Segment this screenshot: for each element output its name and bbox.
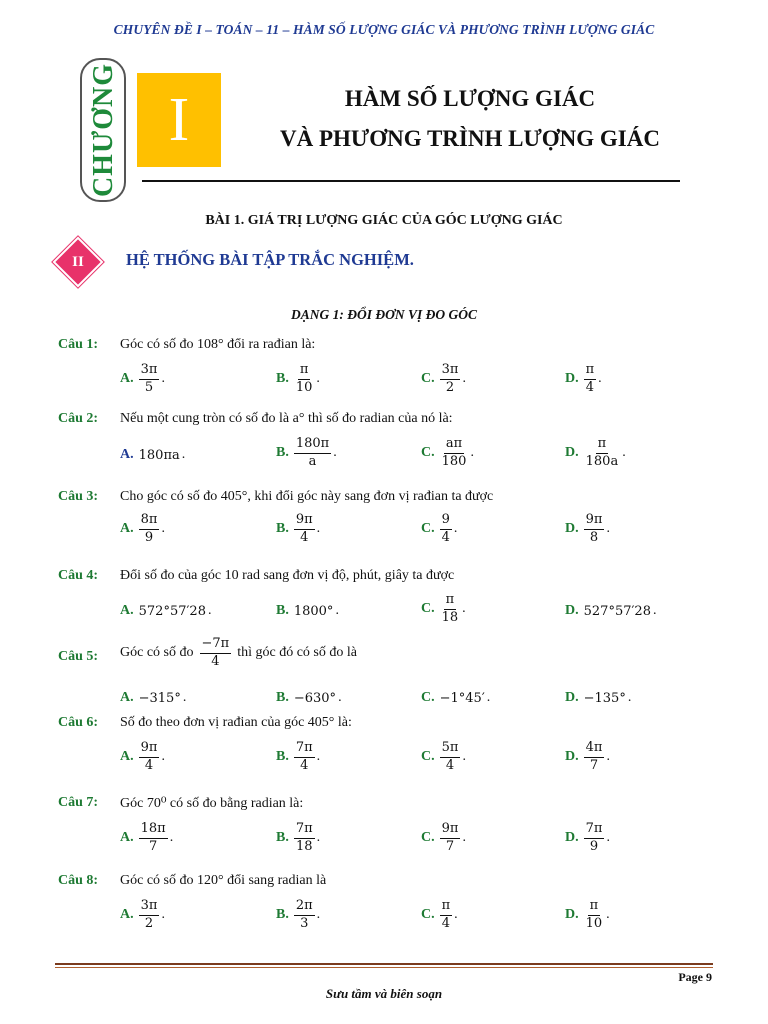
question-label: Câu 5: bbox=[58, 649, 99, 664]
fraction-numerator: 5π bbox=[440, 741, 461, 758]
fraction-numerator: π bbox=[588, 899, 601, 916]
answer-option[interactable] bbox=[276, 741, 320, 774]
fraction-numerator: 7π bbox=[294, 822, 315, 839]
option-period: . bbox=[606, 749, 610, 765]
chapter-label: CHƯƠNG bbox=[88, 62, 119, 198]
fraction-denominator: 8 bbox=[589, 529, 599, 545]
answer-option[interactable] bbox=[421, 822, 466, 855]
document-header: CHUYÊN ĐỀ I – TOÁN – 11 – HÀM SỐ LƯỢNG GIÁC VÀ PHƯƠNG TRÌNH LƯỢNG GIÁC bbox=[113, 22, 655, 37]
option-fraction bbox=[440, 363, 461, 396]
option-letter: D. bbox=[565, 371, 579, 387]
option-letter: C. bbox=[421, 521, 435, 537]
option-period: . bbox=[453, 521, 458, 537]
fraction-numerator: π bbox=[596, 437, 609, 454]
fraction-numerator: 4π bbox=[584, 741, 605, 758]
footer-credit: Sưu tầm và biên soạn bbox=[325, 986, 443, 1001]
question-text: Góc có số đo 120° đổi sang radian là bbox=[120, 873, 327, 888]
option-letter: A. bbox=[120, 830, 134, 846]
option-letter: B. bbox=[276, 690, 289, 705]
question-label: Câu 6: bbox=[58, 715, 99, 730]
option-value: −135° bbox=[583, 690, 626, 706]
fraction-denominator: 4 bbox=[211, 653, 220, 669]
option-period: . bbox=[161, 521, 165, 537]
option-fraction bbox=[440, 437, 469, 470]
option-letter: A. bbox=[120, 749, 134, 765]
fraction-denominator: 3 bbox=[300, 915, 309, 931]
option-period: . bbox=[462, 601, 466, 617]
option-period: . bbox=[316, 749, 321, 765]
option-period: . bbox=[161, 371, 165, 387]
lesson-title: BÀI 1. GIÁ TRỊ LƯỢNG GIÁC CỦA GÓC LƯỢNG GIÁC bbox=[205, 213, 563, 228]
option-fraction bbox=[584, 899, 605, 932]
option-letter: D. bbox=[565, 521, 579, 537]
question-label: Câu 1: bbox=[58, 337, 99, 352]
option-fraction bbox=[294, 822, 315, 855]
fraction-denominator: 5 bbox=[144, 379, 154, 395]
question-text: Nếu một cung tròn có số đo là a° thì số đo radian của nó là: bbox=[120, 411, 453, 426]
option-period: . bbox=[606, 521, 610, 537]
option-fraction bbox=[440, 513, 452, 546]
option-letter: C. bbox=[421, 371, 435, 387]
option-fraction bbox=[440, 741, 461, 774]
fraction-denominator: 180 bbox=[441, 453, 467, 469]
chapter-number: I bbox=[168, 86, 190, 154]
fraction-numerator: 9π bbox=[139, 741, 160, 758]
option-period: . bbox=[598, 371, 602, 387]
option-letter: D. bbox=[565, 603, 579, 618]
fraction-denominator: 9 bbox=[589, 838, 599, 854]
option-period: . bbox=[462, 371, 466, 387]
fraction-denominator: 4 bbox=[585, 379, 595, 395]
answer-option[interactable] bbox=[565, 741, 610, 774]
title-divider bbox=[142, 180, 680, 182]
fraction-numerator: 9π bbox=[440, 822, 461, 839]
option-fraction bbox=[584, 437, 621, 470]
option-letter: B. bbox=[276, 907, 289, 923]
question-text: Góc có số đo 108° đổi ra rađian là: bbox=[120, 337, 316, 352]
fraction-numerator: 3π bbox=[139, 363, 160, 380]
option-fraction bbox=[294, 437, 331, 470]
answer-option[interactable] bbox=[120, 822, 173, 855]
fraction-denominator: 7 bbox=[589, 757, 599, 773]
answer-option[interactable] bbox=[421, 690, 490, 706]
option-value: −1°45′ bbox=[439, 690, 485, 706]
option-period: . bbox=[181, 447, 186, 462]
option-value: 572°57′28 bbox=[138, 603, 206, 619]
option-period: . bbox=[316, 521, 321, 537]
fraction-numerator: π bbox=[584, 363, 597, 380]
fraction-denominator: 2 bbox=[445, 379, 455, 395]
option-value: −630° bbox=[293, 690, 337, 706]
option-fraction bbox=[294, 513, 315, 546]
option-letter: B. bbox=[276, 371, 289, 387]
option-letter: A. bbox=[120, 690, 134, 705]
fraction-denominator: 9 bbox=[144, 529, 154, 545]
question-label: Câu 3: bbox=[58, 489, 99, 504]
fraction-numerator: π bbox=[444, 593, 457, 610]
fraction-denominator: 10 bbox=[585, 915, 603, 931]
option-fraction bbox=[440, 822, 461, 855]
answer-option[interactable] bbox=[120, 603, 211, 619]
option-letter: D. bbox=[565, 445, 579, 461]
question-label: Câu 7: bbox=[58, 795, 99, 810]
option-period: . bbox=[622, 445, 626, 461]
question-label: Câu 4: bbox=[58, 568, 99, 583]
exercise-type-title: DẠNG 1: ĐỔI ĐƠN VỊ ĐO GÓC bbox=[290, 307, 477, 322]
fraction-numerator: 3π bbox=[440, 363, 461, 380]
option-letter: D. bbox=[565, 830, 579, 846]
fraction-numerator: 7π bbox=[584, 822, 605, 839]
option-letter: A. bbox=[120, 603, 134, 618]
section-title: HỆ THỐNG BÀI TẬP TRẮC NGHIỆM. bbox=[126, 250, 414, 269]
question-text: Cho góc có số đo 405°, khi đổi góc này sang đơn vị rađian ta được bbox=[120, 489, 494, 504]
option-fraction bbox=[584, 513, 605, 546]
option-period: . bbox=[470, 445, 474, 461]
option-value: 527°57′28 bbox=[583, 603, 651, 619]
option-fraction bbox=[440, 899, 453, 932]
fraction-numerator: 9 bbox=[440, 513, 452, 530]
fraction-numerator: π bbox=[298, 363, 311, 380]
option-letter: C. bbox=[421, 830, 435, 846]
fraction-numerator: 9π bbox=[294, 513, 315, 530]
answer-option[interactable] bbox=[565, 363, 602, 396]
fraction-denominator: 10 bbox=[295, 379, 313, 395]
fraction-denominator: 4 bbox=[441, 915, 451, 931]
question-text: Số đo theo đơn vị rađian của góc 405° là: bbox=[120, 715, 352, 730]
fraction-denominator: a bbox=[308, 453, 317, 469]
option-period: . bbox=[207, 603, 212, 618]
option-letter: C. bbox=[421, 749, 435, 765]
option-value: 1800° bbox=[293, 603, 334, 619]
option-period: . bbox=[606, 907, 610, 923]
footer-divider-thin bbox=[55, 967, 713, 968]
option-fraction bbox=[139, 363, 160, 396]
fraction-denominator: 18 bbox=[295, 838, 313, 854]
option-fraction bbox=[139, 513, 160, 546]
fraction-denominator: 4 bbox=[445, 757, 455, 773]
option-value: 180πa bbox=[138, 447, 180, 463]
option-fraction bbox=[584, 741, 605, 774]
answer-option[interactable] bbox=[120, 899, 165, 932]
answer-option[interactable] bbox=[421, 437, 474, 470]
option-period: . bbox=[462, 749, 466, 765]
answer-option[interactable] bbox=[120, 741, 165, 774]
answer-option[interactable] bbox=[276, 690, 342, 706]
option-letter: C. bbox=[421, 690, 435, 705]
answer-option[interactable] bbox=[421, 899, 458, 932]
answer-option[interactable] bbox=[565, 603, 656, 619]
option-fraction bbox=[139, 899, 160, 932]
answer-option[interactable] bbox=[421, 741, 466, 774]
page-number: Page 9 bbox=[678, 970, 712, 984]
answer-option[interactable] bbox=[276, 899, 320, 932]
fraction-numerator: π bbox=[440, 899, 453, 916]
option-period: . bbox=[161, 907, 165, 923]
option-letter: B. bbox=[276, 830, 289, 846]
fraction-numerator: 18π bbox=[139, 822, 168, 839]
question-label: Câu 8: bbox=[58, 873, 99, 888]
option-letter: B. bbox=[276, 603, 289, 618]
question-fraction bbox=[200, 637, 232, 670]
option-period: . bbox=[316, 830, 321, 846]
fraction-numerator: 2π bbox=[294, 899, 315, 916]
answer-option[interactable] bbox=[565, 513, 610, 546]
option-period: . bbox=[627, 690, 632, 705]
option-period: . bbox=[454, 907, 458, 923]
option-period: . bbox=[335, 603, 339, 618]
fraction-denominator: 18 bbox=[441, 609, 459, 625]
option-letter: C. bbox=[421, 601, 435, 617]
answer-option[interactable] bbox=[120, 363, 165, 396]
option-letter: A. bbox=[120, 907, 134, 923]
answer-option[interactable] bbox=[565, 437, 626, 470]
option-letter: B. bbox=[276, 749, 289, 765]
chapter-label-box bbox=[80, 58, 126, 202]
option-fraction bbox=[584, 363, 597, 396]
section-number: II bbox=[72, 254, 84, 270]
answer-option[interactable] bbox=[421, 593, 466, 626]
question-text bbox=[120, 637, 357, 670]
question-text: Góc 70⁰ có số đo bằng radian là: bbox=[120, 796, 304, 811]
option-fraction bbox=[139, 741, 160, 774]
answer-option[interactable] bbox=[565, 690, 631, 706]
answer-option[interactable] bbox=[120, 513, 165, 546]
answer-option[interactable] bbox=[565, 899, 610, 932]
answer-option[interactable] bbox=[421, 513, 457, 546]
question-label: Câu 2: bbox=[58, 411, 99, 426]
fraction-numerator: −7π bbox=[200, 637, 232, 654]
fraction-numerator: 3π bbox=[139, 899, 160, 916]
option-letter: A. bbox=[120, 371, 134, 387]
fraction-denominator: 4 bbox=[441, 529, 450, 545]
answer-option[interactable] bbox=[276, 437, 337, 470]
fraction-numerator: 8π bbox=[139, 513, 160, 530]
question-text-after: thì góc đó có số đo là bbox=[237, 645, 357, 661]
footer-divider bbox=[55, 963, 713, 965]
option-letter: C. bbox=[421, 445, 435, 461]
option-period: . bbox=[486, 690, 491, 705]
option-fraction bbox=[440, 593, 461, 626]
fraction-numerator: 7π bbox=[294, 741, 315, 758]
answer-option[interactable] bbox=[276, 603, 339, 619]
question-text: Đổi số đo của góc 10 rad sang đơn vị độ, phút, giây ta được bbox=[120, 568, 455, 583]
option-fraction bbox=[294, 363, 315, 396]
option-letter: D. bbox=[565, 690, 579, 705]
chapter-number-box bbox=[137, 73, 221, 167]
option-period: . bbox=[161, 749, 165, 765]
option-fraction bbox=[584, 822, 605, 855]
option-letter: A. bbox=[120, 447, 134, 462]
answer-option[interactable] bbox=[276, 513, 320, 546]
option-period: . bbox=[652, 603, 657, 618]
option-fraction bbox=[294, 741, 315, 774]
question-text-before: Góc có số đo bbox=[120, 645, 194, 661]
option-period: . bbox=[316, 371, 320, 387]
option-letter: B. bbox=[276, 521, 289, 537]
fraction-numerator: 9π bbox=[584, 513, 605, 530]
answer-option[interactable] bbox=[421, 363, 466, 396]
chapter-title-line1: HÀM SỐ LƯỢNG GIÁC bbox=[344, 86, 596, 111]
option-period: . bbox=[462, 830, 466, 846]
fraction-numerator: 180π bbox=[294, 437, 331, 454]
fraction-denominator: 4 bbox=[144, 757, 154, 773]
option-period: . bbox=[606, 830, 610, 846]
option-value: −315° bbox=[138, 690, 181, 706]
fraction-denominator: 2 bbox=[144, 915, 154, 931]
answer-option[interactable] bbox=[276, 822, 320, 855]
chapter-title-line2: VÀ PHƯƠNG TRÌNH LƯỢNG GIÁC bbox=[280, 126, 660, 151]
fraction-denominator: 7 bbox=[445, 838, 455, 854]
option-letter: C. bbox=[421, 907, 435, 923]
fraction-denominator: 4 bbox=[300, 529, 309, 545]
option-letter: D. bbox=[565, 907, 579, 923]
option-period: . bbox=[333, 445, 337, 461]
option-period: . bbox=[316, 907, 321, 923]
option-period: . bbox=[182, 690, 187, 705]
option-letter: B. bbox=[276, 445, 289, 461]
option-letter: D. bbox=[565, 749, 579, 765]
option-fraction bbox=[139, 822, 168, 855]
option-letter: A. bbox=[120, 521, 134, 537]
option-period: . bbox=[169, 830, 174, 846]
answer-option[interactable] bbox=[276, 363, 320, 396]
answer-option[interactable] bbox=[120, 447, 185, 463]
answer-option[interactable] bbox=[565, 822, 610, 855]
fraction-denominator: 180a bbox=[585, 453, 619, 469]
option-fraction bbox=[294, 899, 315, 932]
fraction-denominator: 4 bbox=[300, 757, 309, 773]
fraction-denominator: 7 bbox=[149, 838, 158, 854]
answer-option[interactable] bbox=[120, 690, 186, 706]
fraction-numerator: aπ bbox=[444, 437, 464, 454]
option-period: . bbox=[338, 690, 342, 705]
